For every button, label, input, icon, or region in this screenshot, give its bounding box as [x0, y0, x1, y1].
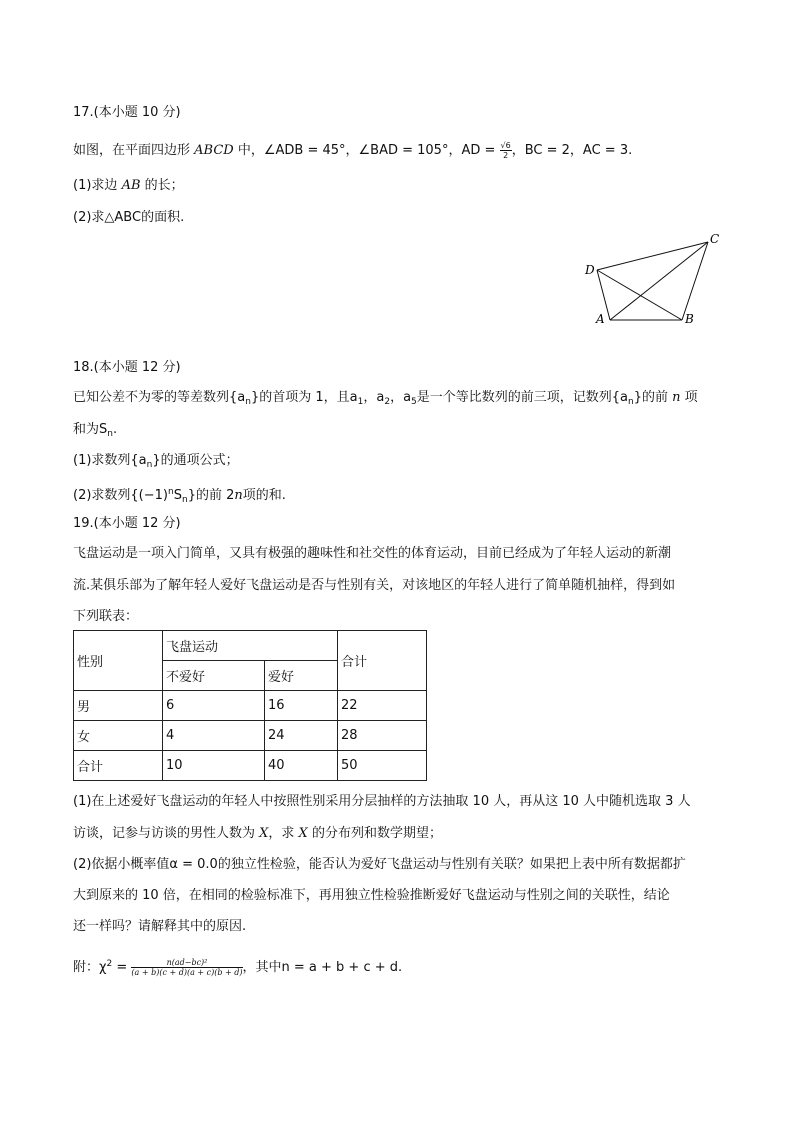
q17-header: 17.(本小题 10 分): [73, 105, 181, 120]
header-gender: 性别: [74, 631, 163, 691]
table-cell: 6: [163, 691, 265, 721]
table-cell: 50: [338, 751, 427, 781]
table-cell: 男: [74, 691, 163, 721]
table-cell: 28: [338, 721, 427, 751]
q19-part1-line2: 访谈，记参与访谈的男性人数为 X，求 X 的分布列和数学期望；: [73, 826, 442, 841]
q19-part2-line1: (2)依据小概率值α = 0.0的独立性检验，能否认为爱好飞盘运动与性别有关联？如果把上表中所有数据都扩: [73, 857, 686, 872]
header-total: 合计: [338, 631, 427, 691]
table-cell: 女: [74, 721, 163, 751]
q18-header: 18.(本小题 12 分): [73, 360, 181, 375]
table-row: [74, 721, 427, 751]
q19-intro-line2: 流.某俱乐部为了解年轻人爱好飞盘运动是否与性别有关，对该地区的年轻人进行了简单随机抽样，得到如: [73, 578, 676, 593]
header-like: 爱好: [265, 661, 338, 691]
header-dislike: 不爱好: [163, 661, 265, 691]
label-a: A: [596, 312, 605, 326]
q19-part2-line2: 大到原来的 10 倍，在相同的检验标准下，再用独立性检验推断爱好飞盘运动与性别之间的关联性，结论: [73, 888, 670, 903]
q17-part1: (1)求边 AB 的长；: [73, 178, 184, 193]
edge-bc: [682, 242, 708, 320]
q18-stem-line1: 已知公差不为零的等差数列$\{a_n\}$的首项为 1，且$a_1$，$a_2$，$a_5$是一个等比数列的前三项，记数列$\{a_n\}$的前 n 项: [73, 390, 698, 407]
q19-header: 19.(本小题 12 分): [73, 516, 181, 531]
diagonal-ac: [610, 242, 708, 320]
q19-intro-line1: 飞盘运动是一项入门简单，又具有极强的趣味性和社交性的体育运动，目前已经成为了年轻人运动的新潮: [73, 546, 672, 561]
table-cell: 合计: [74, 751, 163, 781]
table-cell: 24: [265, 721, 338, 751]
quadrilateral-figure: [580, 228, 730, 328]
label-c: C: [710, 232, 720, 246]
q18-stem-line2: 和为$S_n$.: [73, 422, 118, 439]
table-cell: 10: [163, 751, 265, 781]
table-cell: 4: [163, 721, 265, 751]
q17-part2: (2)求△ABC的面积.: [73, 210, 185, 225]
diagonal-db: [597, 270, 682, 320]
table-cell: 16: [265, 691, 338, 721]
q19-note: 附：$\chi^2$ = $\frac{\text{n(ad−bc)²}}{(a + b)(c + d)(a + c)(b + d)}$ ，其中n = a + b + c + d.: [73, 958, 403, 977]
q19-part2-line3: 还一样吗？请解释其中的原因.: [73, 919, 247, 934]
table-cell: 22: [338, 691, 427, 721]
label-b: B: [685, 312, 694, 326]
table-row: [74, 691, 427, 721]
label-d: D: [585, 263, 595, 277]
header-sport: 飞盘运动: [163, 631, 338, 661]
q18-part2: (2)求数列$\{(-1)^nS_n\}$的前 2n项的和.: [73, 487, 286, 505]
ad-fraction: $\frac{√6}{2}$: [500, 141, 511, 160]
q17-stem: 如图，在平面四边形 ABCD 中，∠ADB = 45°，∠BAD = 105°，AD = $\frac{√6}{2}$ ，BC = 2，AC = 3.: [73, 141, 633, 160]
q19-part1-line1: (1)在上述爱好飞盘运动的年轻人中按照性别采用分层抽样的方法抽取 10 人，再从这 10 人中随机选取 3 人: [73, 794, 691, 809]
edge-cd: [597, 242, 708, 270]
table-cell: 40: [265, 751, 338, 781]
q19-intro-line3: 下列联表：: [73, 609, 139, 624]
chi-square-fraction: $\frac{\text{n(ad−bc)²}}{(a + b)(c + d)(a + c)(b + d)}$: [131, 958, 243, 977]
table-header-row: [74, 631, 427, 661]
contingency-table: [73, 630, 427, 781]
q18-part1: (1)求数列$\{a_n\}$的通项公式；: [73, 453, 239, 470]
table-row: [74, 751, 427, 781]
